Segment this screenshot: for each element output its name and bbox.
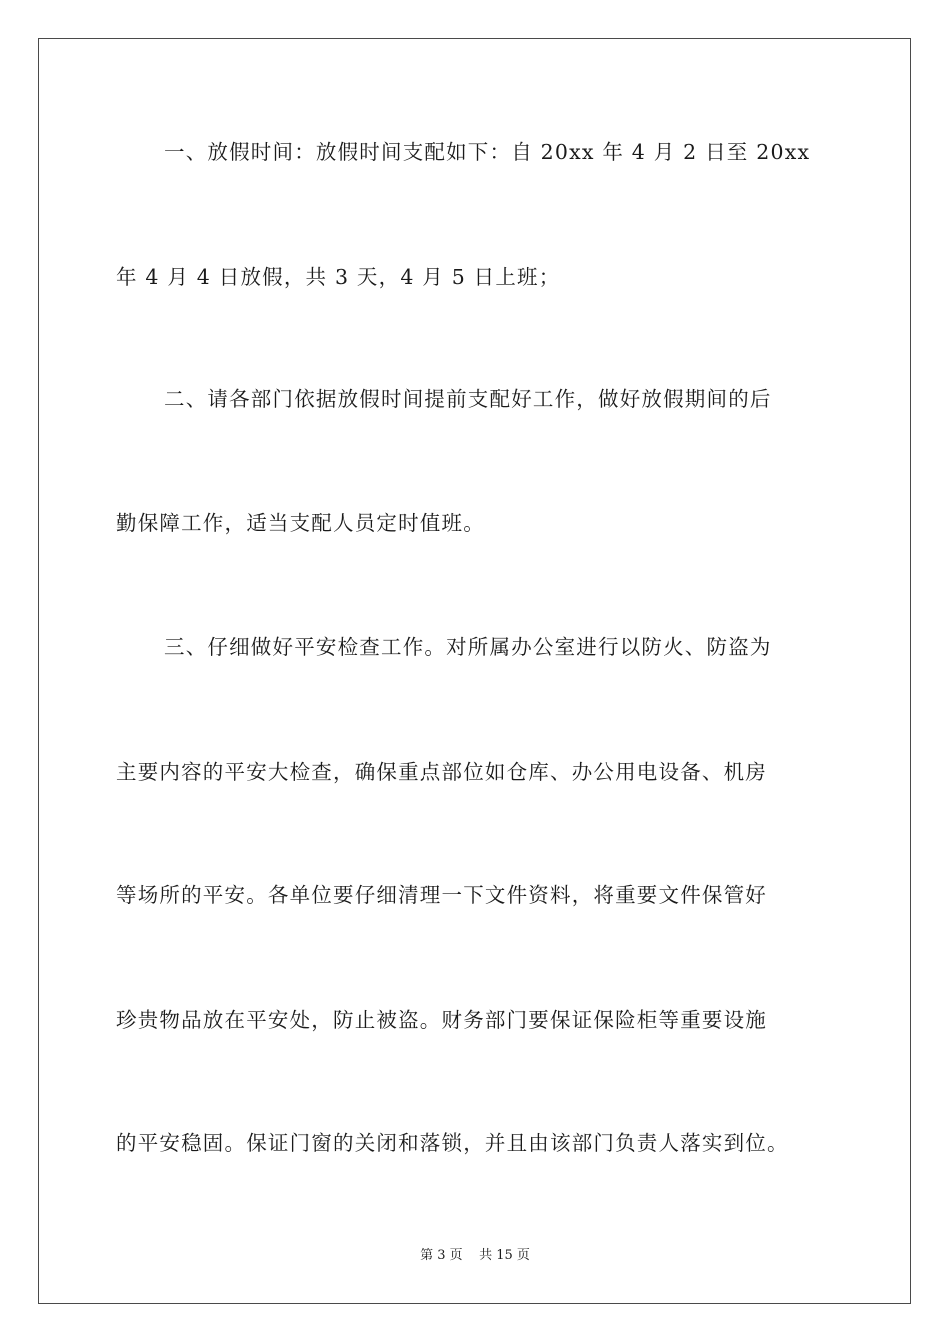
paragraph-3-line-2: 主要内容的平安大检查，确保重点部位如仓库、办公用电设备、机房 (116, 760, 767, 784)
paragraph-2-line-1: 二、请各部门依据放假时间提前支配好工作，做好放假期间的后 (164, 387, 772, 411)
page-border (38, 38, 911, 1304)
paragraph-3-line-1: 三、仔细做好平安检查工作。对所属办公室进行以防火、防盗为 (164, 635, 772, 659)
paragraph-3-line-4: 珍贵物品放在平安处，防止被盗。财务部门要保证保险柜等重要设施 (116, 1008, 767, 1032)
page-number-footer: 第 3 页 共 15 页 (420, 1248, 530, 1263)
paragraph-3-line-3: 等场所的平安。各单位要仔细清理一下文件资料，将重要文件保管好 (116, 883, 767, 907)
paragraph-1-line-1: 一、放假时间：放假时间支配如下：自 20xx 年 4 月 2 日至 20xx (164, 140, 811, 164)
paragraph-3-line-5: 的平安稳固。保证门窗的关闭和落锁，并且由该部门负责人落实到位。 (116, 1131, 789, 1155)
paragraph-1-line-2: 年 4 月 4 日放假，共 3 天，4 月 5 日上班； (116, 265, 561, 289)
paragraph-2-line-2: 勤保障工作，适当支配人员定时值班。 (116, 511, 485, 535)
